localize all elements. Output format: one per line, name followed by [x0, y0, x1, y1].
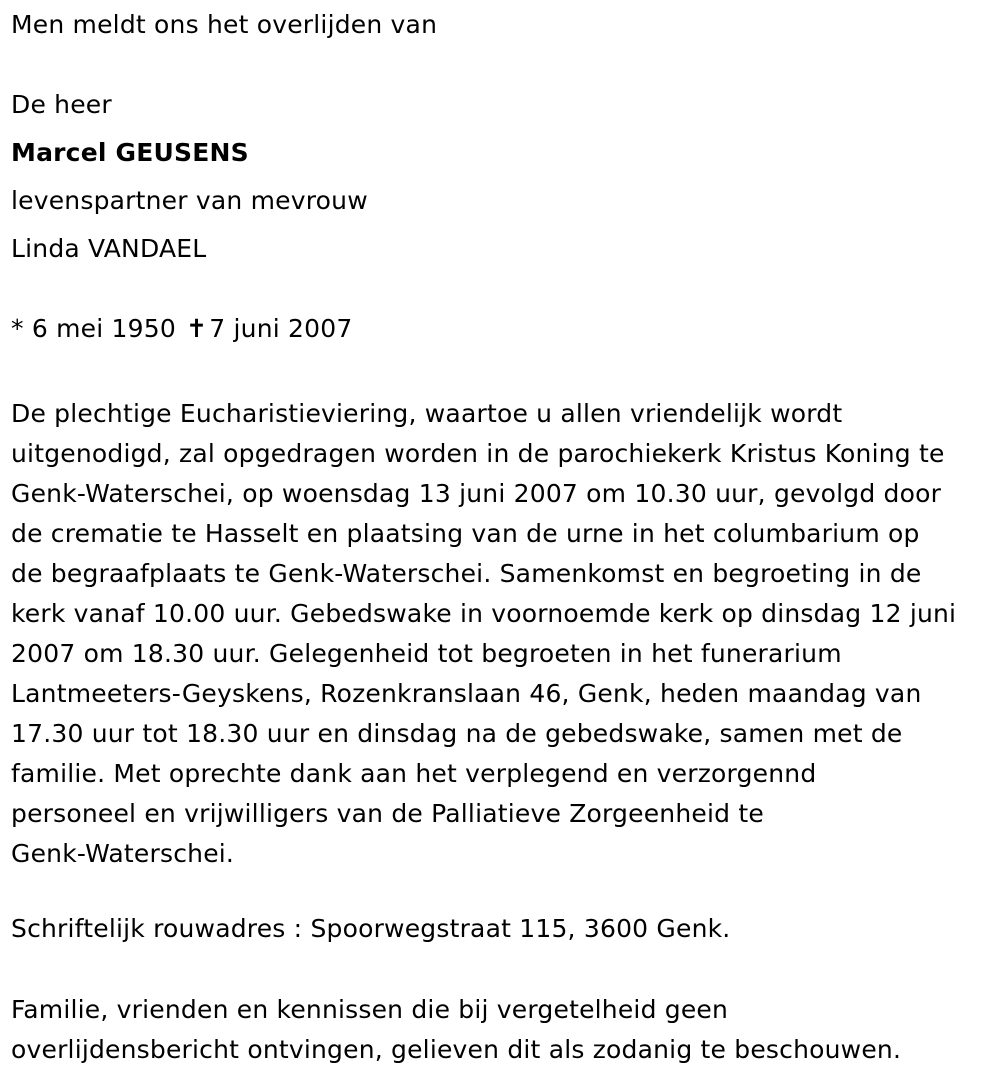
- life-dates: [11, 314, 353, 344]
- ceremony-line: 2007 om 18.30 uur. Gelegenheid tot begroeten in het funerarium: [11, 639, 842, 668]
- closing-paragraph: [11, 990, 996, 1070]
- announcement-text: Men meldt ons het overlijden van: [11, 10, 438, 39]
- partner-name: Linda VANDAEL: [11, 234, 207, 263]
- salutation-text: De heer: [11, 90, 112, 119]
- closing-line: overlijdensbericht ontvingen, gelieven dit als zodanig te beschouwen.: [11, 1035, 902, 1064]
- ceremony-line: uitgenodigd, zal opgedragen worden in de parochiekerk Kristus Koning te: [11, 439, 945, 468]
- birth-date: 6 mei 1950: [31, 314, 176, 343]
- ceremony-line: familie. Met oprechte dank aan het verplegend en verzorgennd: [11, 759, 817, 788]
- ceremony-line: De plechtige Eucharistieviering, waartoe u allen vriendelijk wordt: [11, 399, 843, 428]
- deceased-name: Marcel GEUSENS: [11, 138, 249, 167]
- ceremony-line: de crematie te Hasselt en plaatsing van de urne in het columbarium op: [11, 519, 920, 548]
- ceremony-paragraph: [11, 394, 996, 874]
- ceremony-line: personeel en vrijwilligers van de Palliatieve Zorgeenheid te: [11, 799, 764, 828]
- ceremony-line: de begraafplaats te Genk-Waterschei. Samenkomst en begroeting in de: [11, 559, 922, 588]
- closing-line: Familie, vrienden en kennissen die bij vergetelheid geen: [11, 995, 729, 1024]
- relation-text: levenspartner van mevrouw: [11, 186, 368, 215]
- ceremony-line: Lantmeeters-Geyskens, Rozenkranslaan 46, Genk, heden maandag van: [11, 679, 922, 708]
- cross-icon: ✝: [186, 314, 208, 343]
- mourning-address: Schriftelijk rouwadres : Spoorwegstraat 115, 3600 Genk.: [11, 914, 731, 943]
- ceremony-line: 17.30 uur tot 18.30 uur en dinsdag na de gebedswake, samen met de: [11, 719, 903, 748]
- birth-asterisk-icon: *: [11, 314, 24, 343]
- death-date: 7 juni 2007: [209, 314, 353, 343]
- ceremony-line: Genk-Waterschei, op woensdag 13 juni 2007 om 10.30 uur, gevolgd door: [11, 479, 942, 508]
- ceremony-line: kerk vanaf 10.00 uur. Gebedswake in voornoemde kerk op dinsdag 12 juni: [11, 599, 957, 628]
- ceremony-line: Genk-Waterschei.: [11, 839, 235, 868]
